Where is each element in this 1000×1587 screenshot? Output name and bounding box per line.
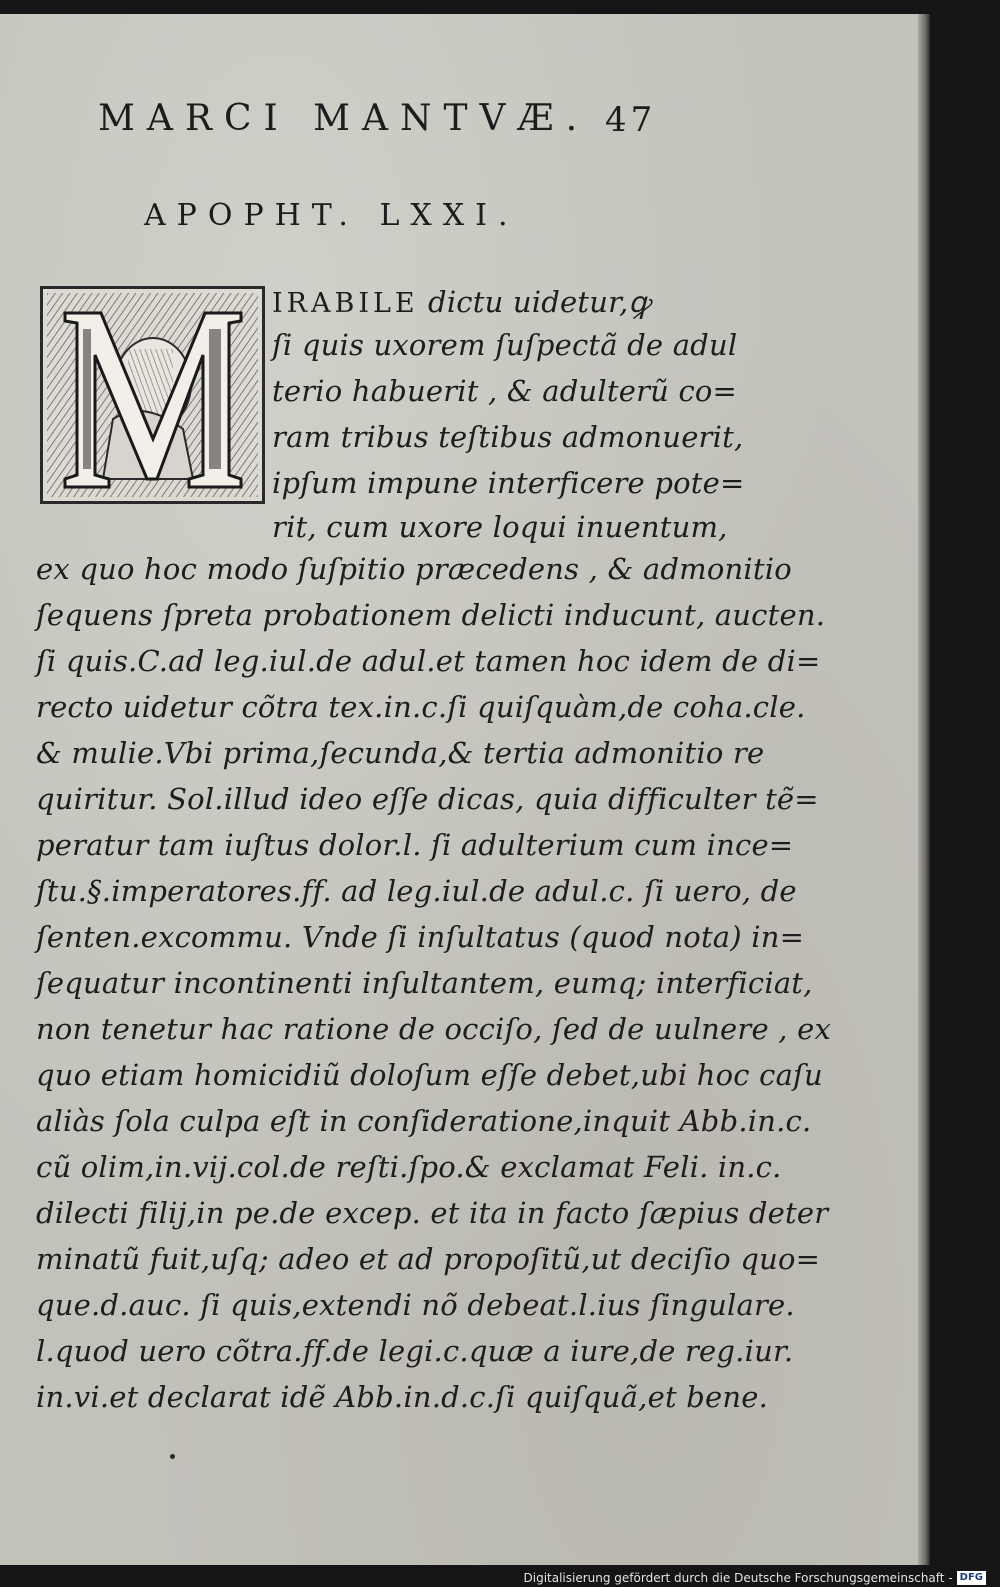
book-page (0, 14, 928, 1565)
text-line-20: cũ olim,in.vij.col.de reſti.ſpo.& exclamat Feli. in.c. (36, 1150, 782, 1184)
digitization-footer (0, 1568, 1000, 1587)
page-edge-shadow (918, 14, 930, 1565)
dfg-logo-icon: DFG (957, 1571, 986, 1585)
text-line-22: minatũ fuit,uſq; adeo et ad propoſitũ,ut deciſio quo= (36, 1242, 821, 1276)
footer-text: Digitalisierung gefördert durch die Deutsche Forschungsgemeinschaft - (523, 1570, 953, 1585)
text-line-10: recto uidetur cõtra tex.in.c.ſi quiſquàm,de coha.cle. (36, 690, 806, 724)
text-line-17: non tenetur hac ratione de occiſo, ſed de uulnere , ex (36, 1012, 832, 1046)
text-line-14: ſtu.§.imperatores.ff. ad leg.iul.de adul.c. ſi uero, de (36, 874, 797, 908)
text-line-3: terio habuerit , & adulterũ co= (272, 374, 738, 408)
text-line-18: quo etiam homicidiũ doloſum eſſe debet,ubi hoc caſu (36, 1058, 823, 1092)
section-heading: APOPHT. LXXI. (144, 198, 519, 233)
text-line-6: rit, cum uxore loqui inuentum, (272, 510, 728, 544)
text-line-23: que.d.auc. ſi quis,extendi nõ debeat.l.ius ſingulare. (36, 1288, 795, 1322)
text-line-4: ram tribus teſtibus admonuerit, (272, 420, 744, 454)
text-line-13: peratur tam iuſtus dolor.l. ſi adulterium cum ince= (36, 828, 794, 862)
text-line-25: in.vi.et declarat idẽ Abb.in.d.c.ſi quiſquã,et bene. (36, 1380, 769, 1414)
text-line-15: ſenten.excommu. Vnde ſi inſultatus (quod nota) in= (36, 920, 805, 954)
text-line-1 (272, 282, 650, 321)
text-line-2: ſi quis uxorem ſuſpectã de adul (272, 328, 738, 362)
decorated-initial-icon (40, 286, 265, 504)
text-line-9: ſi quis.C.ad leg.iul.de adul.et tamen hoc idem de di= (36, 644, 821, 678)
running-head: MARCI MANTVÆ. (98, 98, 590, 139)
text-line-7: ex quo hoc modo ſuſpitio præcedens , & admonitio (36, 552, 792, 586)
text-line-24: l.quod uero cõtra.ff.de legi.c.quæ a iure,de reg.iur. (36, 1334, 794, 1368)
text-line-19: aliàs ſola culpa eſt in conſideratione,inquit Abb.in.c. (36, 1104, 812, 1138)
page-number: 47 (605, 100, 657, 140)
text-line-16: ſequatur incontinenti inſultantem, eumq; interficiat, (36, 966, 813, 1000)
ink-speck (170, 1454, 175, 1459)
text-line-12: quiritur. Sol.illud ideo eſſe dicas, quia difficulter tẽ= (36, 782, 819, 816)
text-line-11: & mulie.Vbi prima,ſecunda,& tertia admonitio re (36, 736, 765, 770)
text-line-8: ſequens ſpreta probationem delicti inducunt, aucten. (36, 598, 826, 632)
text-line-5: ipſum impune interficere pote= (272, 466, 745, 500)
line-text: dictu uidetur,ꝙ (418, 285, 651, 319)
initial-word: IRABILE (272, 288, 419, 319)
woodcut-initial-m-icon (43, 289, 262, 501)
text-line-21: dilecti filij,in pe.de excep. et ita in facto ſæpius deter (36, 1196, 829, 1230)
